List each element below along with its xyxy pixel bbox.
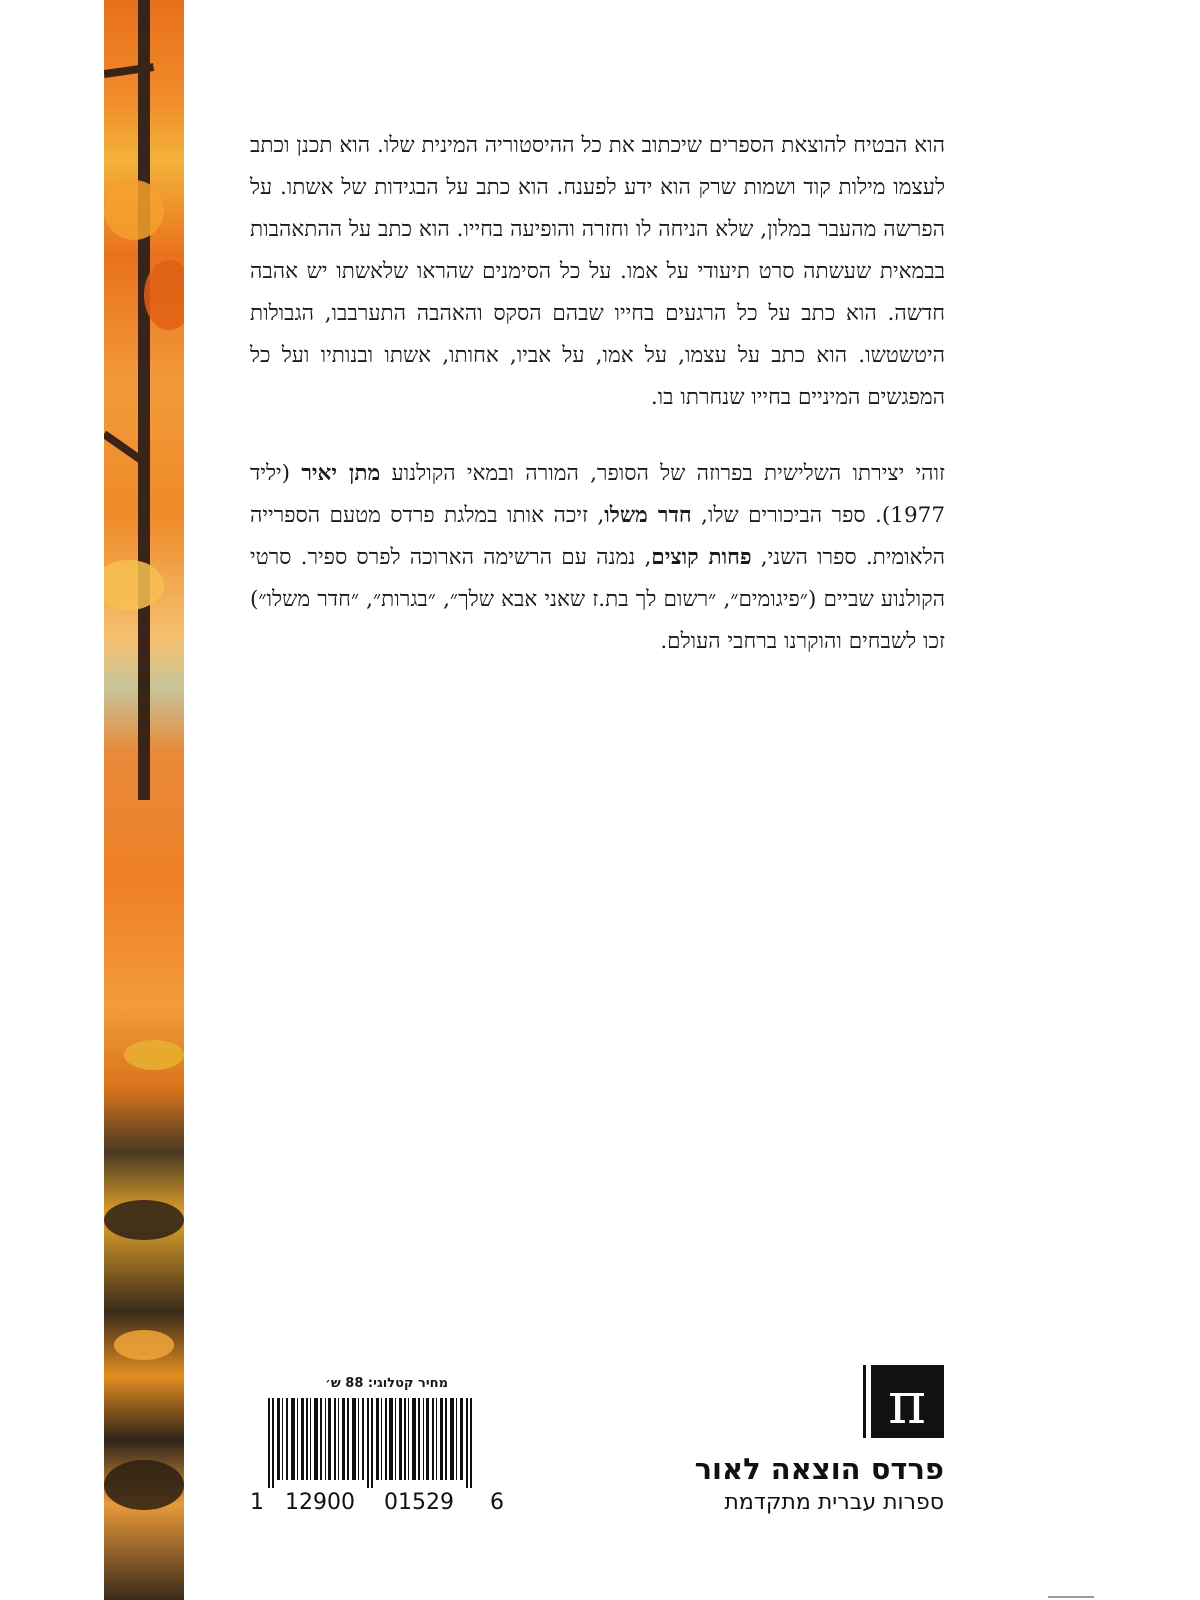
author-name: מתן יאיר — [301, 461, 381, 486]
blurb-paragraph-1: הוא הבטיח להוצאת הספרים שיכתוב את כל ההיסטוריה המינית שלו. הוא תכנן וכתב לעצמו מילות קוד ושמות שרק הוא ידע לפענח. הוא כתב על הבגידות של אשתו. על הפרשה מהעבר במלון, שלא הניחה לו וחזרה והופיעה בחייו. הוא כתב על ההתאהבות בבמאית שעשתה סרט תיעודי על אמו. על כל הסימנים שהראו שלאשתו יש אהבה חדשה. הוא כתב על כל הרגעים בחייו שבהם הסקס והאהבה התערבבו, הגבולות היטשטשו. הוא כתב על עצמו, על אמו, על אביו, אחותו, אשתו ובנותיו ועל כל המפגשים המיניים בחייו שנחרתו בו. — [250, 133, 945, 410]
book-title: פחות קוצים — [651, 545, 752, 570]
leaf-shape — [104, 1200, 184, 1240]
blurb-text: (יליד 1977). ספר הביכורים שלו, — [250, 461, 945, 528]
logo-divider — [863, 1365, 866, 1438]
barcode-digit-first: 1 — [250, 1490, 264, 1515]
barcode-icon — [268, 1398, 483, 1488]
publisher-tagline: ספרות עברית מתקדמת — [724, 1490, 944, 1515]
publisher-name: פרדס הוצאה לאור — [694, 1452, 944, 1486]
book-title: חדר משלו — [604, 503, 692, 528]
cover-spine-painting — [104, 0, 184, 1600]
back-cover-blurb — [250, 125, 945, 697]
leaf-shape — [144, 260, 184, 330]
publisher-logo — [871, 1365, 944, 1438]
barcode-group-2: 01529 — [384, 1490, 454, 1515]
blurb-text: , זיכה אותו במלגת פרדס מטעם הספרייה הלאומית. ספרו השני, — [250, 503, 946, 570]
barcode-digit-last: 6 — [490, 1490, 504, 1515]
blurb-text: , נמנה עם הרשימה הארוכה לפרס ספיר. סרטי הקולנוע שביים (״פיגומים״, ״רשום לך בת.ז שאני אבא שלך״, ״בגרות״, ״חדר משלו״) זכו לשבחים והוקרנו ברחבי העולם. — [250, 545, 945, 654]
blurb-paragraph-2 — [250, 453, 945, 663]
leaf-shape — [104, 180, 164, 240]
leaf-shape — [104, 1460, 184, 1510]
tree-trunk — [138, 0, 150, 800]
leaf-shape — [104, 560, 164, 610]
leaf-shape — [124, 1040, 184, 1070]
catalog-price: מחיר קטלוגי: 88 ש׳ — [325, 1376, 448, 1391]
corner-crop-mark — [1048, 1596, 1094, 1598]
blurb-text: זוהי יצירתו השלישית בפרוזה של הסופר, המורה ובמאי הקולנוע — [380, 461, 946, 486]
barcode-group-1: 12900 — [285, 1490, 355, 1515]
leaf-shape — [114, 1330, 174, 1360]
pi-icon: π — [887, 1369, 927, 1437]
